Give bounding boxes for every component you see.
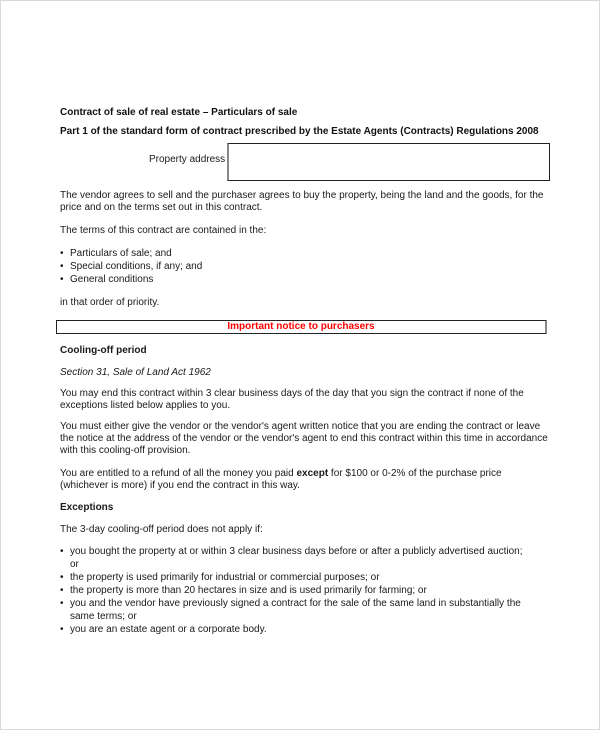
property-address-field[interactable]	[227, 143, 550, 181]
cooling-off-heading: Cooling-off period	[60, 345, 147, 356]
bullet-icon: •	[60, 274, 64, 285]
important-notice-banner	[56, 320, 547, 334]
list-item: • you are an estate agent or a corporate body.	[60, 624, 267, 635]
important-notice-label: Important notice to purchasers	[227, 321, 375, 332]
list-item: • the property is used primarily for industrial or commercial purposes; or	[60, 572, 380, 583]
priority-text: in that order of priority.	[60, 297, 160, 308]
document-title: Contract of sale of real estate – Particulars of sale	[60, 107, 298, 118]
terms-list	[60, 247, 540, 286]
exceptions-list	[60, 545, 530, 636]
bullet-icon: •	[60, 598, 64, 609]
bullet-icon: •	[60, 261, 64, 272]
property-address-label: Property address	[149, 154, 226, 165]
bullet-icon: •	[60, 624, 64, 635]
except-emphasis: except	[296, 468, 329, 479]
list-item: • Special conditions, if any; and	[60, 261, 203, 272]
list-item: • you and the vendor have previously signed a contract for the sale of the same land in substantially the same terms; or	[60, 598, 521, 622]
list-item: • you bought the property at or within 3 clear business days before or after a publicly advertised auction; or	[60, 546, 523, 570]
document-subtitle: Part 1 of the standard form of contract prescribed by the Estate Agents (Contracts) Regulations 2008	[60, 126, 539, 137]
bullet-icon: •	[60, 585, 64, 596]
terms-intro: The terms of this contract are contained in the:	[60, 225, 267, 236]
bullet-icon: •	[60, 572, 64, 583]
exceptions-intro: The 3-day cooling-off period does not apply if:	[60, 524, 263, 535]
cooling-off-citation: Section 31, Sale of Land Act 1962	[60, 367, 211, 378]
cooling-off-paragraph-2: You must either give the vendor or the vendor's agent written notice that you are ending the contract or leave the notice at the address of the vendor or the vendor's agent to end this contract within this time in accordance with this cooling-off provision.	[60, 421, 548, 456]
bullet-icon: •	[60, 248, 64, 259]
list-item: • General conditions	[60, 274, 154, 285]
cooling-off-paragraph-1: You may end this contract within 3 clear business days of the day that you sign the contract if none of the exceptions listed below applies to you.	[60, 388, 524, 411]
list-item: • Particulars of sale; and	[60, 248, 172, 259]
cooling-off-paragraph-3: You are entitled to a refund of all the money you paid except for $100 or 0-2% of the purchase price (whichever is more) if you end the contract in this way.	[60, 468, 502, 491]
bullet-icon: •	[60, 546, 64, 557]
intro-paragraph: The vendor agrees to sell and the purchaser agrees to buy the property, being the land and the goods, for the price and on the terms set out in this contract.	[60, 190, 544, 213]
exceptions-heading: Exceptions	[60, 502, 114, 513]
list-item: • the property is more than 20 hectares in size and is used primarily for farming; or	[60, 585, 427, 596]
